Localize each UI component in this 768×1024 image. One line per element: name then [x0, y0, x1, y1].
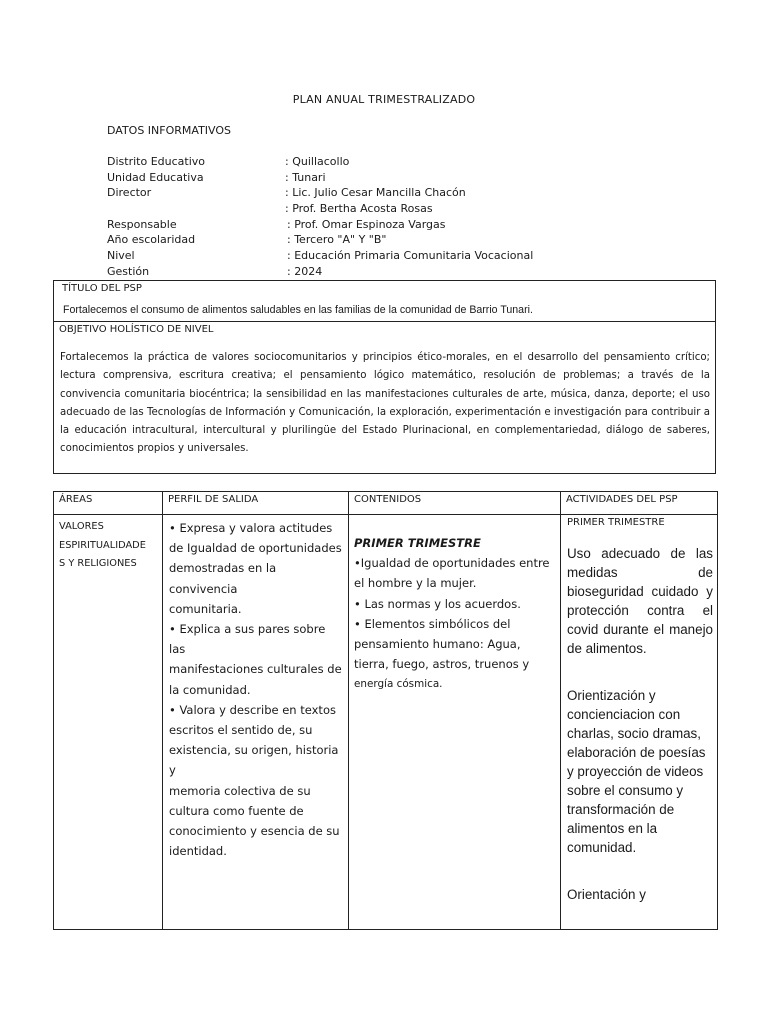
areas-line: ESPIRITUALIDADE: [59, 539, 146, 551]
contenidos-line: el hombre y la mujer.: [354, 576, 477, 591]
info-value: : Educación Primaria Comunitaria Vocacional: [287, 249, 534, 263]
contenidos-line: tierra, fuego, astros, truenos y: [354, 657, 530, 672]
areas-line: S Y RELIGIONES: [59, 558, 137, 569]
plan-table: [53, 491, 718, 930]
info-value: : Tercero "A" Y "B": [287, 233, 387, 247]
perfil-line: demostradas en la convivencia: [169, 561, 277, 596]
perfil-line: memoria colectiva de su: [169, 783, 311, 798]
actividades-cell: [561, 515, 718, 930]
header-perfil: PERFIL DE SALIDA: [163, 492, 349, 515]
perfil-line: comunitaria.: [169, 601, 242, 616]
info-label: Distrito Educativo: [107, 155, 205, 168]
contenidos-line: energía cósmica.: [354, 678, 443, 691]
header-contenidos: CONTENIDOS: [349, 492, 561, 515]
perfil-line: existencia, su origen, historia y: [169, 743, 339, 778]
header-actividades: ACTIVIDADES DEL PSP: [561, 492, 718, 515]
info-label: Director: [107, 186, 152, 200]
info-value: : Lic. Julio Cesar Mancilla Chacón: [285, 186, 466, 200]
objetivo-text: Fortalecemos la práctica de valores sociocomunitarios y principios ético-morales, en el desarrollo del pensamiento crítico; lectura comprensiva, escritura creativa; el pensamiento lógico matemático, resolución de problemas; a través de la convivencia comunitaria biocéntrica; la sensibilidad en las manifestaciones culturales de arte, música, danza, deporte; el uso adecuado de las Tecnologías de Información y Comunicación, la exploración, experimentación e investigación para contribuir a la educación intracultural, intercultural y plurilingüe del Estado Plurinacional, en complementariedad, diálogo de saberes, conocimientos propios y universales.: [60, 352, 710, 455]
info-label: [107, 201, 205, 217]
datos-heading: DATOS INFORMATIVOS: [107, 124, 232, 137]
perfil-line: • Valora y describe en textos: [169, 702, 336, 717]
actividades-paragraph: Orientización y concienciacion con charlas, socio dramas, elaboración de poesías y proyección de videos sobre el consumo y transformación de alimentos en la comunidad.: [567, 688, 706, 855]
contenidos-line: • Las normas y los acuerdos.: [354, 596, 521, 611]
areas-line: VALORES: [59, 521, 104, 532]
info-label: Responsable: [107, 217, 177, 231]
header-areas: ÁREAS: [54, 492, 163, 515]
actividades-paragraph: Uso adecuado de las medidas de bioseguridad cuidado y protección contra el covid durante el manejo de alimentos.: [567, 546, 713, 656]
info-value: : Quillacollo: [285, 155, 350, 168]
contenidos-line: • Elementos simbólicos del: [354, 616, 511, 631]
contenidos-heading: PRIMER TRIMESTRE: [354, 536, 481, 550]
psp-text: Fortalecemos el consumo de alimentos saludables en las familias de la comunidad de Barrio Tunari.: [63, 304, 533, 316]
contenidos-cell: [349, 515, 561, 930]
info-label: Unidad Educativa: [107, 170, 204, 184]
perfil-cell: [163, 515, 349, 930]
perfil-line: cultura como fuente de: [169, 803, 304, 818]
perfil-line: conocimiento y esencia de su: [169, 824, 340, 839]
info-label: Nivel: [107, 249, 135, 263]
info-value: : Prof. Bertha Acosta Rosas: [285, 202, 433, 216]
info-label: Gestión: [107, 264, 150, 278]
contenidos-line: •Igualdad de oportunidades entre: [354, 556, 550, 571]
info-labels: [107, 154, 205, 280]
perfil-line: • Explica a sus pares sobre las: [169, 622, 326, 657]
table-row: [54, 515, 718, 930]
info-values: [285, 154, 533, 280]
perfil-line: manifestaciones culturales de: [169, 662, 342, 677]
psp-label: TÍTULO DEL PSP: [62, 283, 142, 294]
info-value: : 2024: [287, 264, 323, 278]
perfil-line: • Expresa y valora actitudes: [169, 521, 333, 535]
perfil-line: identidad.: [169, 844, 227, 859]
table-header-row: [54, 492, 718, 515]
actividades-heading: PRIMER TRIMESTRE: [567, 517, 665, 528]
perfil-line: escritos el sentido de, su: [169, 723, 313, 738]
objetivo-box: [53, 321, 716, 474]
info-value: : Tunari: [285, 170, 326, 184]
info-value: : Prof. Omar Espinoza Vargas: [287, 217, 446, 231]
document-title: PLAN ANUAL TRIMESTRALIZADO: [292, 93, 476, 106]
psp-title-box: [53, 280, 716, 322]
objetivo-label: OBJETIVO HOLÍSTICO DE NIVEL: [59, 324, 214, 335]
info-label: Año escolaridad: [107, 233, 196, 247]
perfil-line: la comunidad.: [169, 682, 251, 697]
areas-cell: [54, 515, 163, 930]
contenidos-line: pensamiento humano: Agua,: [354, 637, 521, 652]
actividades-paragraph: Orientación y: [567, 887, 646, 902]
perfil-line: de Igualdad de oportunidades: [169, 541, 342, 556]
